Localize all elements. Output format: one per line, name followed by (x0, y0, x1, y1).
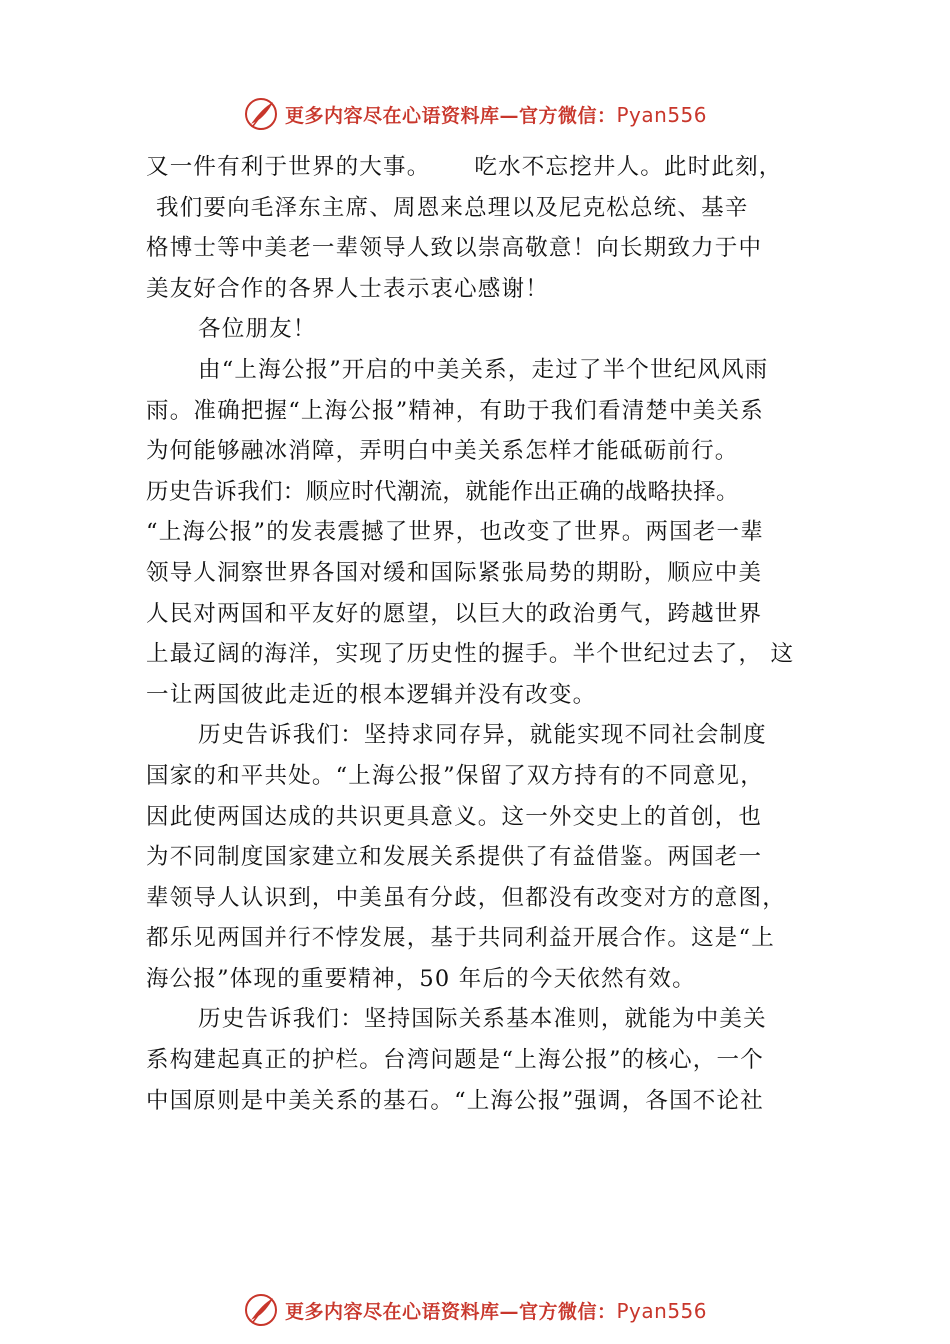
text-line: 历史告诉我们：坚持求同存异，就能实现不同社会制度 (198, 722, 767, 749)
text-line: 中国原则是中美关系的基石。“上海公报”强调，各国不论社 (146, 1087, 764, 1114)
text-line: 国家的和平共处。“上海公报”保留了双方持有的不同意见， (146, 762, 764, 789)
text-segment: 吃水不忘挖井人。此时此刻， (474, 154, 783, 180)
quill-pen-icon (243, 1292, 279, 1328)
header-banner (0, 94, 950, 134)
document-body (146, 147, 816, 1121)
text-line: 历史告诉我们：坚持国际关系基本准则，就能为中美关 (198, 1006, 767, 1033)
text-line: 我们要向毛泽东主席、周恩来总理以及尼克松总统、基辛 (156, 194, 749, 221)
banner-text-prefix: 更多内容尽在心语资料库—官方微信： (284, 104, 617, 127)
text-line: 辈领导人认识到，中美虽有分歧，但都没有改变对方的意图， (146, 884, 786, 911)
text-line: 都乐见两国并行不悖发展，基于共同利益开展合作。这是“上 (146, 925, 775, 952)
text-line: 上最辽阔的海洋，实现了历史性的握手。半个世纪过去了， 这 (146, 641, 795, 668)
banner-text-prefix: 更多内容尽在心语资料库—官方微信： (284, 1300, 617, 1323)
footer-banner (0, 1290, 950, 1330)
quill-pen-icon (243, 96, 279, 132)
text-line: 历史告诉我们：顺应时代潮流，就能作出正确的战略抉择。 (146, 478, 739, 505)
text-line (146, 147, 816, 188)
banner-wechat-id: Pyan556 (616, 1298, 708, 1323)
text-line: 海公报”体现的重要精神，50 年后的今天依然有效。 (146, 965, 696, 992)
banner-wechat-id: Pyan556 (616, 102, 708, 127)
text-segment: 又一件有利于世界的大事。 (146, 154, 431, 180)
text-line: 为何能够融冰消障，弄明白中美关系怎样才能砥砺前行。 (146, 438, 739, 465)
text-line: 由“上海公报”开启的中美关系，走过了半个世纪风风雨 (198, 356, 769, 383)
text-line: 格博士等中美老一辈领导人致以崇高敬意！向长期致力于中 (146, 235, 763, 262)
text-line: 各位朋友！ (198, 316, 317, 343)
banner-text (285, 101, 707, 128)
text-line: “上海公报”的发表震撼了世界，也改变了世界。两国老一辈 (146, 519, 764, 546)
text-line: 因此使两国达成的共识更具意义。这一外交史上的首创，也 (146, 803, 763, 830)
text-line: 雨。准确把握“上海公报”精神，有助于我们看清楚中美关系 (146, 397, 764, 424)
text-line: 领导人洞察世界各国对缓和国际紧张局势的期盼，顺应中美 (146, 559, 763, 586)
text-line: 系构建起真正的护栏。台湾问题是“上海公报”的核心，一个 (146, 1047, 764, 1074)
text-line: 一让两国彼此走近的根本逻辑并没有改变。 (146, 681, 597, 708)
banner-text (285, 1297, 707, 1324)
text-line: 为不同制度国家建立和发展关系提供了有益借鉴。两国老一 (146, 844, 763, 871)
text-line: 人民对两国和平友好的愿望，以巨大的政治勇气，跨越世界 (146, 600, 763, 627)
text-line: 美友好合作的各界人士表示衷心感谢！ (146, 275, 549, 302)
